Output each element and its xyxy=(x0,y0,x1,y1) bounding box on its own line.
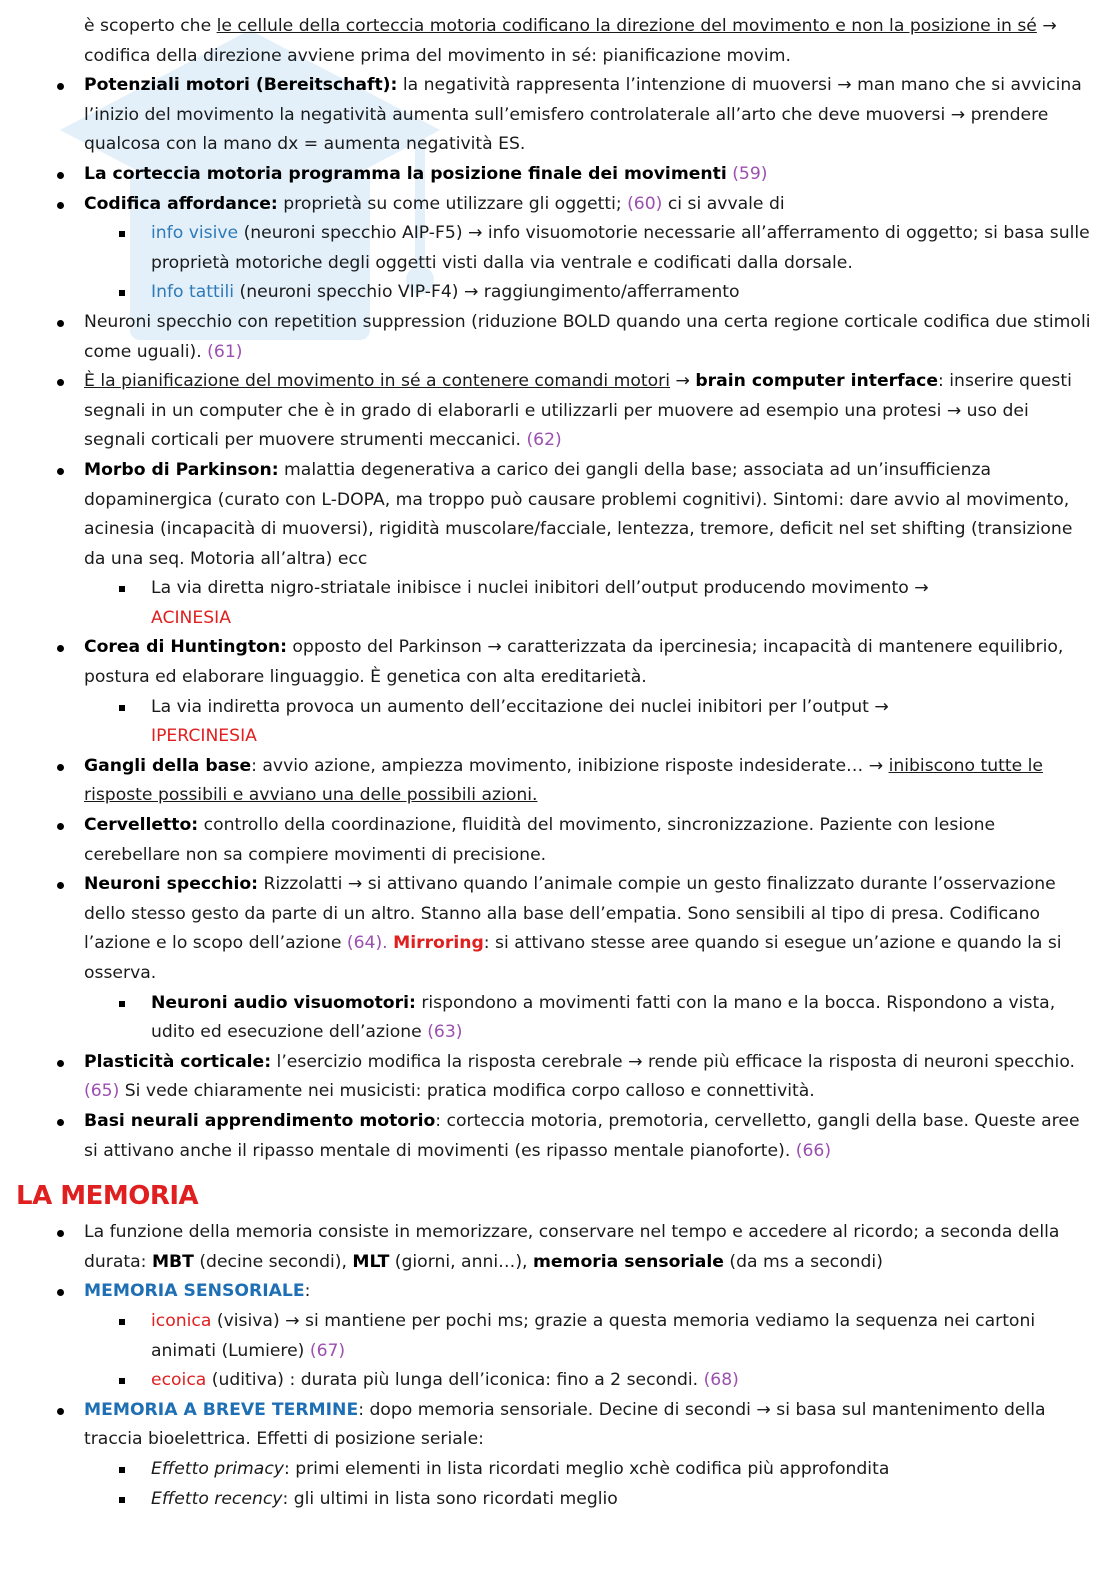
list-item-programma: La corteccia motoria programma la posizione finale dei movimenti (59) xyxy=(18,160,1094,190)
list-item-info-tattili: Info tattili (neuroni specchio VIP-F4) → raggiungimento/afferramento xyxy=(18,278,1094,308)
list-item-plasticita: Plasticità corticale: l’esercizio modifica la risposta cerebrale → rende più efficace la risposta di neuroni specchio. (65) Si vede chiaramente nei musicisti: pratica modifica corpo calloso e connettività. xyxy=(18,1048,1094,1107)
list-item-via-indiretta: La via indiretta provoca un aumento dell’eccitazione dei nuclei inibitori per l’output → IPERCINESIA xyxy=(18,693,1094,752)
bullet-list-motor xyxy=(18,71,1094,1166)
list-item-info-visive: info visive (neuroni specchio AIP-F5) → info visuomotorie necessarie all’afferramento di oggetto; si basa sulle proprietà motoriche degli oggetti visti dalla via ventrale e codificati dalla dorsale. xyxy=(18,219,1094,278)
bullet-list-memoria xyxy=(18,1218,1094,1514)
list-item-neuroni-specchio: Neuroni specchio: Rizzolatti → si attivano quando l’animale compie un gesto finalizzato durante l’osservazione dello stesso gesto da parte di un altro. Stanno alla base dell’empatia. Sono sensibili al tipo di presa. Codificano l’azione e lo scopo dell’azione (64). Mirroring: si attivano stesse aree quando si esegue un’azione e quando la si osserva. xyxy=(18,870,1094,988)
list-item-affordance: Codifica affordance: proprietà su come utilizzare gli oggetti; (60) ci si avvale di xyxy=(18,190,1094,220)
section-heading-memoria: LA MEMORIA xyxy=(16,1181,199,1212)
list-item-ecoica: ecoica (uditiva) : durata più lunga dell’iconica: fino a 2 secondi. (68) xyxy=(18,1366,1094,1396)
list-item-memoria-sensoriale: MEMORIA SENSORIALE: xyxy=(18,1277,1094,1307)
list-item-audio-visuomotori: Neuroni audio visuomotori: rispondono a movimenti fatti con la mano e la bocca. Rispondono a vista, udito ed esecuzione dell’azione (63) xyxy=(18,989,1094,1048)
list-item-huntington: Corea di Huntington: opposto del Parkinson → caratterizzata da ipercinesia; incapacità di mantenere equilibrio, postura ed elaborare linguaggio. È genetica con alta ereditarietà. xyxy=(18,633,1094,692)
list-item-parkinson: Morbo di Parkinson: malattia degenerativa a carico dei gangli della base; associata ad un’insufficienza dopaminergica (curato con L-DOPA, ma troppo può causare problemi cognitivi). Sintomi: dare avvio al movimento, acinesia (incapacità di muoversi), rigidità muscolare/facciale, lentezza, tremore, deficit nel set shifting (transizione da una seq. Motoria all’altra) ecc xyxy=(18,456,1094,574)
list-item-iconica: iconica (visiva) → si mantiene per pochi ms; grazie a questa memoria vediamo la sequenza nei cartoni animati (Lumiere) (67) xyxy=(18,1307,1094,1366)
list-item-recency: Effetto recency: gli ultimi in lista sono ricordati meglio xyxy=(18,1485,1094,1515)
list-item-gangli: Gangli della base: avvio azione, ampiezza movimento, inibizione risposte indesiderate… → inibiscono tutte le risposte possibili e avviano una delle possibili azioni. xyxy=(18,752,1094,811)
list-item-memoria-breve: MEMORIA A BREVE TERMINE: dopo memoria sensoriale. Decine di secondi → si basa sul mantenimento della traccia bioelettrica. Effetti di posizione seriale: xyxy=(18,1396,1094,1455)
list-item-cervelletto: Cervelletto: controllo della coordinazione, fluidità del movimento, sincronizzazione. Paziente con lesione cerebellare non sa compiere movimenti di precisione. xyxy=(18,811,1094,870)
list-item-potenziali: Potenziali motori (Bereitschaft): la negatività rappresenta l’intenzione di muoversi → man mano che si avvicina l’inizio del movimento la negatività aumenta sull’emisfero controlaterale all’arto che deve muoversi → prendere qualcosa con la mano dx = aumenta negatività ES. xyxy=(18,71,1094,160)
list-item-repetition: Neuroni specchio con repetition suppression (riduzione BOLD quando una certa regione corticale codifica due stimoli come uguali). (61) xyxy=(18,308,1094,367)
list-item-funzione-memoria: La funzione della memoria consiste in memorizzare, conservare nel tempo e accedere al ricordo; a seconda della durata: MBT (decine secondi), MLT (giorni, anni…), memoria sensoriale (da ms a secondi) xyxy=(18,1218,1094,1277)
intro-paragraph: è scoperto che le cellule della corteccia motoria codificano la direzione del movimento e non la posizione in sé → codifica della direzione avviene prima del movimento in sé: pianificazione movim. xyxy=(84,16,1057,66)
list-item-basi-neurali: Basi neurali apprendimento motorio: corteccia motoria, premotoria, cervelletto, gangli della base. Queste aree si attivano anche il ripasso mentale di movimenti (es ripasso mentale pianoforte). (66) xyxy=(18,1107,1094,1166)
list-item-bci: È la pianificazione del movimento in sé a contenere comandi motori → brain computer interface: inserire questi segnali in un computer che è in grado di elaborarli e utilizzarli per muovere ad esempio una protesi → uso dei segnali corticali per muovere strumenti meccanici. (62) xyxy=(18,367,1094,456)
list-item-via-diretta: La via diretta nigro-striatale inibisce i nuclei inibitori dell’output producendo movimento → ACINESIA xyxy=(18,574,1094,633)
list-item-primacy: Effetto primacy: primi elementi in lista ricordati meglio xchè codifica più approfondita xyxy=(18,1455,1094,1485)
